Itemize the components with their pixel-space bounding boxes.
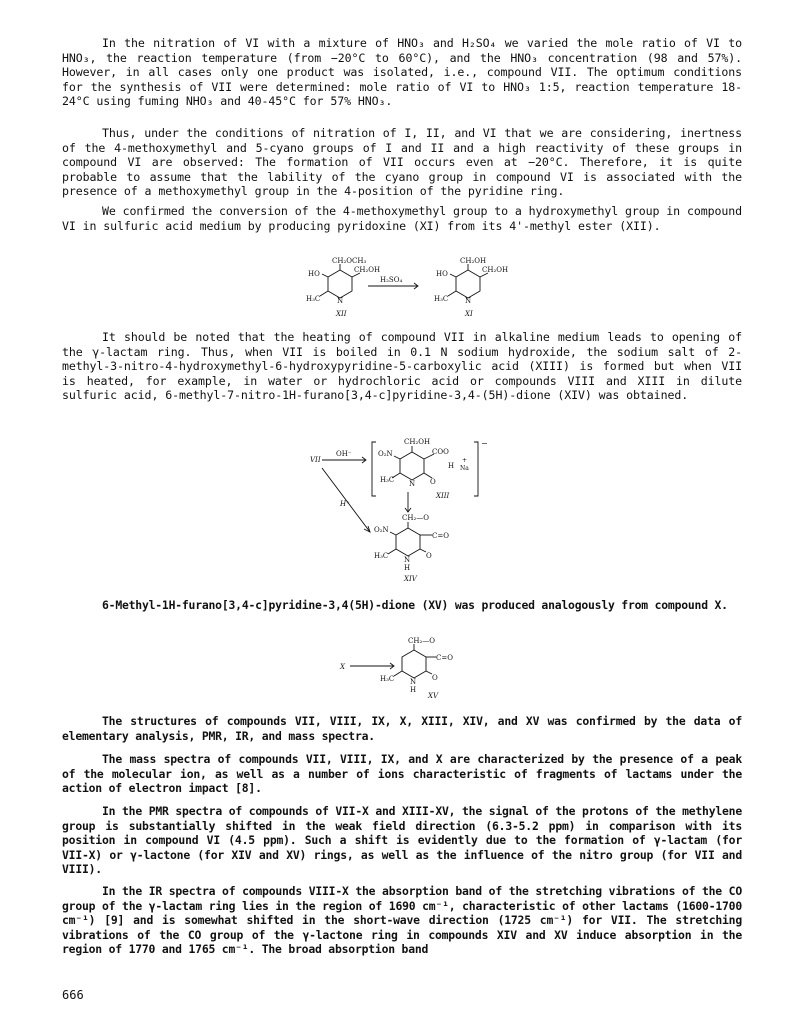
xi-hydroxy: HO (436, 270, 448, 278)
paragraph-8: In the PMR spectra of compounds of VII-X and XIII-XV, the signal of the protons of the methylene group is substantially shifted in the weak field direction (6.3-5.2 ppm) in comparison with its position in compound VI (4.5 ppm). Such a shift is evidently due to the formation of γ-lactam (for VII-X) or γ-lactone (for XIV and XV) rings, as well as the influence of the nitro group (for VII and VIII). (62, 804, 742, 877)
xii-nitrogen: N (337, 297, 344, 305)
xiii-oxygen: O (430, 478, 436, 486)
xiii-hydroxymethyl: CH₂OH (404, 438, 431, 446)
scheme-lactone-xv (340, 636, 480, 698)
compound-label-xiv: XIV (404, 575, 417, 583)
xiv-hydrogen: H (404, 564, 411, 572)
xiii-carboxylate: COO (432, 448, 449, 456)
xiii-hydrogen: H (448, 462, 455, 470)
xii-hydroxy: HO (308, 270, 320, 278)
compound-label-xv: XV (428, 692, 439, 700)
scheme-lactam-opening (300, 432, 500, 582)
acid-reagent: H⁺ (340, 500, 350, 508)
xiii-nitro: O₂N (378, 450, 393, 458)
xv-carbonyl: C=O (436, 654, 453, 662)
start-compound-x: X (340, 663, 345, 671)
xv-nitrogen: N (410, 678, 417, 686)
xi-methyl: H₃C (434, 295, 449, 303)
paragraph-9: In the IR spectra of compounds VIII-X the absorption band of the stretching vibrations of the CO group of the γ-lactam ring lies in the region of 1690 cm⁻¹, characteristic of other lactams (1600-1700 cm⁻¹) [9] and is somewhat shifted in the short-wave direction (1725 cm⁻¹) for VII. The stretching vibrations of the CO group of the γ-lactone ring in compounds XIV and XV induce absorption in the region of 1770 and 1765 cm⁻¹. The broad absorption band (62, 884, 742, 957)
sodium-charge: + (462, 457, 468, 464)
xv-oxygen: O (432, 674, 438, 682)
paragraph-2: Thus, under the conditions of nitration of I, II, and VI that we are considering, inertness of the 4-methoxymethyl and 5-cyano groups of I and II and a high reactivity of these groups in compound VI are observed: The formation of VII occurs even at −20°C. Therefore, it is quite probable to assume that the lability of the cyano group in compound VI is associated with the presence of a methoxymethyl group in the 4-position of the pyridine ring. (62, 126, 742, 199)
anion-charge: − (481, 439, 488, 448)
sulfuric-acid-reagent: H₂SO₄ (380, 276, 403, 284)
xiv-methyl: H₃C (374, 552, 389, 560)
xv-methylene-oxygen: CH₂—O (408, 637, 436, 645)
scheme-lactam-opening-svg (300, 432, 500, 582)
paragraph-1: In the nitration of VI with a mixture of HNO₃ and H₂SO₄ we varied the mole ratio of VI to HNO₃, the reaction temperature (from −20°C to 60°C), and the HNO₃ concentration (98 and 57%). However, in all cases only one product was isolated, i.e., compound VII. The optimum conditions for the synthesis of VII were determined: mole ratio of VI to HNO₃ 1:5, reaction temperature 18-24°C using fuming NHO₃ and 40-45°C for 57% HNO₃. (62, 36, 742, 109)
start-compound-vii: VII (310, 456, 321, 464)
paragraph-6: The structures of compounds VII, VIII, IX, X, XIII, XIV, and XV was confirmed by the data of elementary analysis, PMR, IR, and mass spectra. (62, 714, 742, 743)
scheme-pyridoxine-svg (300, 256, 540, 322)
xiv-methylene-oxygen: CH₂—O (402, 514, 430, 522)
paragraph-5: 6-Methyl-1H-furano[3,4-c]pyridine-3,4(5H)-dione (XV) was produced analogously from compound X. (102, 598, 728, 612)
compound-label-xi: XI (465, 310, 473, 318)
xi-top-substituent: CH₂OH (460, 257, 487, 265)
xiv-carbonyl: C=O (432, 532, 449, 540)
scheme-lactone-xv-svg (340, 636, 480, 698)
xi-nitrogen: N (465, 297, 472, 305)
compound-label-xii: XII (336, 310, 347, 318)
xi-side-substituent: CH₂OH (482, 266, 509, 274)
page-number: 666 (62, 988, 84, 1002)
xiv-oxygen: O (426, 552, 432, 560)
hydroxide-reagent: OH⁻ (336, 450, 352, 458)
xiv-nitrogen: N (404, 556, 411, 564)
xii-top-substituent: CH₂OCH₃ (332, 257, 367, 265)
xiii-nitrogen: N (409, 480, 416, 488)
xii-side-substituent: CH₂OH (354, 266, 381, 274)
paragraph-7: The mass spectra of compounds VII, VIII, IX, and X are characterized by the presence of a peak of the molecular ion, as well as a number of ions characteristic of fragments of lactams under the action of electron impact [8]. (62, 752, 742, 796)
scheme-pyridoxine (300, 256, 540, 322)
paragraph-3: We confirmed the conversion of the 4-methoxymethyl group to a hydroxymethyl group in compound VI in sulfuric acid medium by producing pyridoxine (XI) from its 4'-methyl ester (XII). (62, 204, 742, 233)
paragraph-4: It should be noted that the heating of compound VII in alkaline medium leads to opening of the γ-lactam ring. Thus, when VII is boiled in 0.1 N sodium hydroxide, the sodium salt of 2-methyl-3-nitro-4-hydroxymethyl-6-hydroxypyridine-5-carboxylic acid (XIII) is formed but when VII is heated, for example, in water or hydrochloric acid or compounds VIII and XIII in dilute sulfuric acid, 6-methyl-7-nitro-1H-furano[3,4-c]pyridine-3,4-(5H)-dione (XIV) was obtained. (62, 330, 742, 403)
xii-methyl: H₃C (306, 295, 321, 303)
xv-hydrogen: H (410, 686, 417, 694)
compound-label-xiii: XIII (436, 492, 450, 500)
sodium-ion: Na (460, 465, 469, 472)
xiv-nitro: O₂N (374, 526, 389, 534)
xv-methyl: H₃C (380, 675, 395, 683)
xiii-methyl: H₃C (380, 476, 395, 484)
